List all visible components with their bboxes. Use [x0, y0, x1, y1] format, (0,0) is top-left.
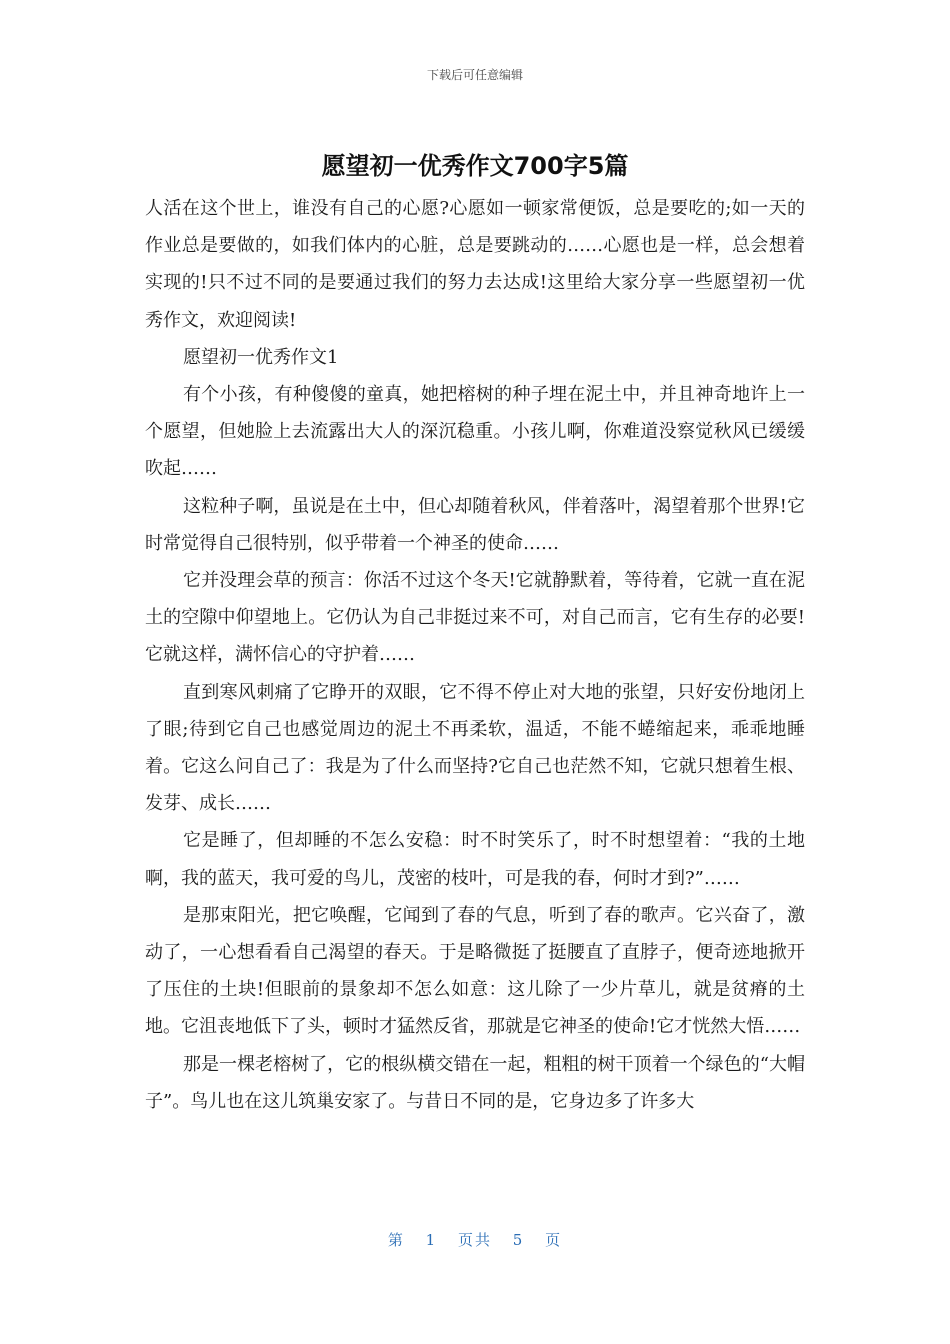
- document-body: [145, 190, 805, 1120]
- body-paragraph: 它是睡了，但却睡的不怎么安稳：时不时笑乐了，时不时想望着：“我的土地啊，我的蓝天，我可爱的鸟儿，茂密的枝叶，可是我的春，何时才到?”……: [145, 830, 805, 889]
- intro-paragraph: 人活在这个世上，谁没有自己的心愿?心愿如一顿家常便饭，总是要吃的;如一天的作业总是要做的，如我们体内的心脏，总是要跳动的……心愿也是一样，总会想着实现的!只不过不同的是要通过我们的努力去达成!这里给大家分享一些愿望初一优秀作文，欢迎阅读!: [145, 198, 805, 331]
- body-paragraph: 有个小孩，有种傻傻的童真，她把榕树的种子埋在泥土中，并且神奇地许上一个愿望，但她脸上去流露出大人的深沉稳重。小孩儿啊，你难道没察觉秋风已缓缓吹起……: [145, 384, 805, 480]
- document-title: 愿望初一优秀作文700字5篇: [321, 152, 629, 180]
- body-paragraph: 是那束阳光，把它唤醒，它闻到了春的气息，听到了春的歌声。它兴奋了，激动了，一心想看看自己渴望的春天。于是略微挺了挺腰直了直脖子，便奇迹地掀开了压住的土块!但眼前的景象却不怎么如意：这儿除了一少片草儿，就是贫瘠的土地。它沮丧地低下了头，顿时才猛然反省，那就是它神圣的使命!它才恍然大悟……: [145, 904, 805, 1038]
- page-header-note: 下载后可任意编辑: [426, 68, 523, 82]
- body-paragraph: 直到寒风刺痛了它睁开的双眼，它不得不停止对大地的张望，只好安份地闭上了眼;待到它自己也感觉周边的泥土不再柔软，温适，不能不蜷缩起来，乖乖地睡着。它这么问自己了：我是为了什么而坚持?它自己也茫然不知，它就只想着生根、发芽、成长……: [145, 681, 805, 815]
- section-heading: 愿望初一优秀作文1: [183, 346, 339, 368]
- body-paragraph: 这粒种子啊，虽说是在土中，但心却随着秋风，伴着落叶，渴望着那个世界!它时常觉得自己很特别，似乎带着一个神圣的使命……: [145, 495, 805, 554]
- body-paragraph: 那是一棵老榕树了，它的根纵横交错在一起，粗粗的树干顶着一个绿色的“大帽子”。鸟儿也在这儿筑巢安家了。与昔日不同的是，它身边多了许多大: [145, 1053, 805, 1112]
- body-paragraph: 它并没理会草的预言：你活不过这个冬天!它就静默着，等待着，它就一直在泥土的空隙中仰望地上。它仍认为自己非挺过来不可，对自己而言，它有生存的必要!它就这样，满怀信心的守护着……: [145, 570, 805, 666]
- page-number-footer: 第 1 页共 5 页: [387, 1231, 563, 1249]
